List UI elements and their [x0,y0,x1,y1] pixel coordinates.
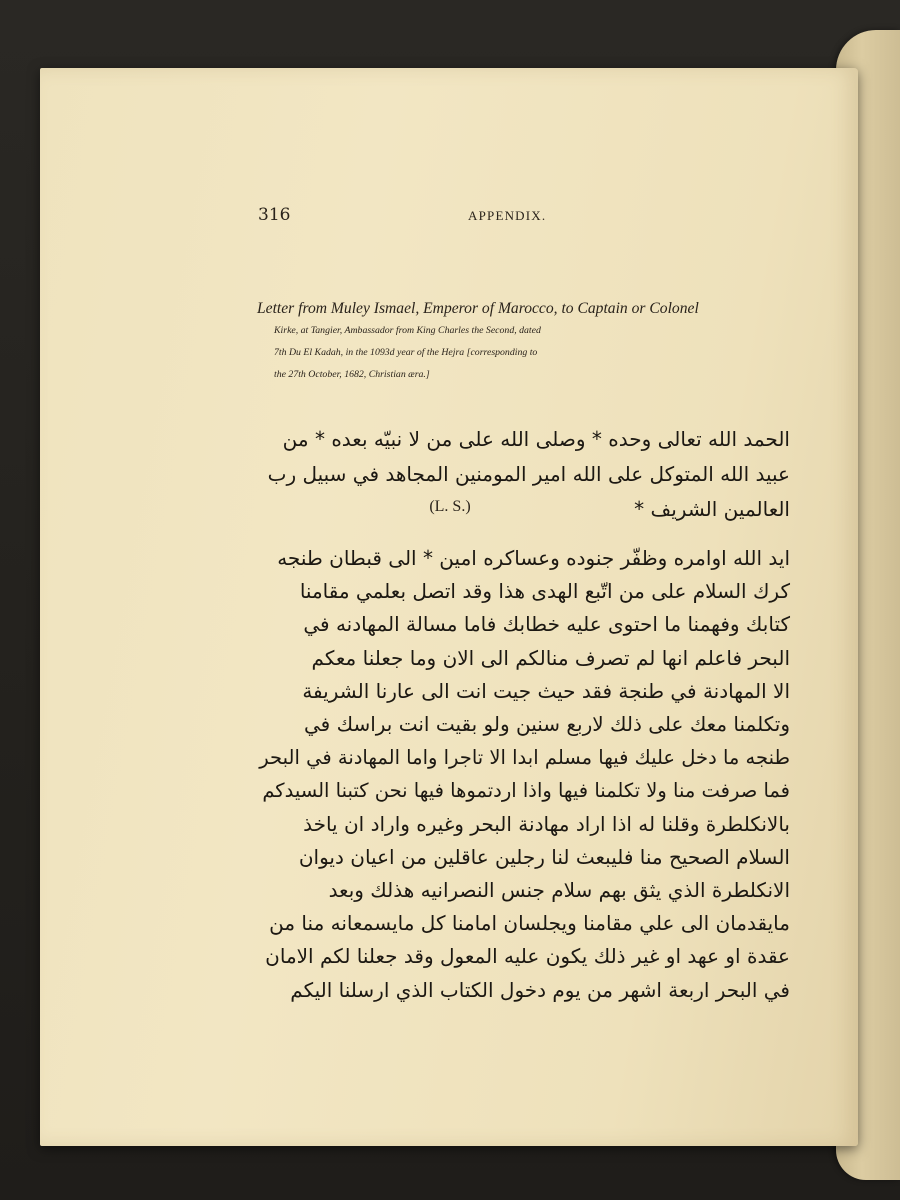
invocation-line: الحمد الله تعالى وحده * وصلى الله على من لا نبيّه بعده * من [282,427,790,451]
letter-caption [257,298,847,386]
body-line: كتابك وفهمنا ما احتوى عليه خطابك فاما مسالة المهادنه في [303,612,790,637]
body-line: ايد الله اوامره وظفّر جنوده وعساكره امين * الى قبطان طنجه [277,546,790,570]
caption-line: 7th Du El Kadah, in the 1093d year of the Hejra [corresponding to [274,347,538,358]
page-header [258,205,548,229]
body-line: السلام الصحيح منا فليبعث لنا رجلين عاقلين من اعيان ديوان [298,844,790,869]
body-line: عقدة او عهد او غير ذلك يكون عليه المعول وقد جعلنا لكم الامان [265,944,790,969]
caption-line: the 27th October, 1682, Christian æra.] [274,369,430,380]
invocation-line: عبيد الله المتوكل على الله امير المومنين المجاهد في سبيل رب [267,462,790,486]
arabic-letter-body [250,542,790,1007]
body-line: مايقدمان الى علي مقامنا ويجلسان امامنا كل مايسمعانه منا من [269,911,790,936]
caption-line: Letter from Muley Ismael, Emperor of Marocco, to Captain or Colonel [257,300,699,317]
body-line: وتكلمنا معك على ذلك لاربع سنين ولو بقيت انت براسك في [304,712,790,737]
body-line: في البحر اربعة اشهر من يوم دخول الكتاب الذي ارسلنا اليكم [290,977,790,1002]
arabic-invocation [250,422,790,527]
body-line: الانكلطرة الذي يثق بهم سلام جنس النصرانيه هذلك وبعد [328,878,790,903]
invocation-line: العالمين الشريف * [634,497,790,521]
body-line: فما صرفت منا ولا تكلمنا فيها واذا اردتموها فيها نحن كتبنا السيدكم [262,779,790,803]
seal-mark: (L. S.) [429,498,471,515]
body-line: البحر فاعلم انها لم تصرف منالكم الى الان وما جعلنا معكم [311,645,790,670]
body-line: طنجه ما دخل عليك فيها مسلم ابدا الا تاجرا واما المهادنة في البحر [259,746,790,770]
body-line: كرك السلام على من اتّبع الهدى هذا وقد اتصل بعلمي مقامنا [299,579,790,604]
running-title: APPENDIX. [468,208,547,223]
body-line: الا المهادنة في طنجة فقد حيث جيت انت الى عارنا الشريفة [302,678,790,703]
body-line: بالانكلطرة وقلنا له اذا اراد مهادنة البحر وغيره واراد ان ياخذ [303,811,790,836]
page-number: 316 [258,205,291,225]
caption-line: Kirke, at Tangier, Ambassador from King Charles the Second, dated [274,325,541,336]
